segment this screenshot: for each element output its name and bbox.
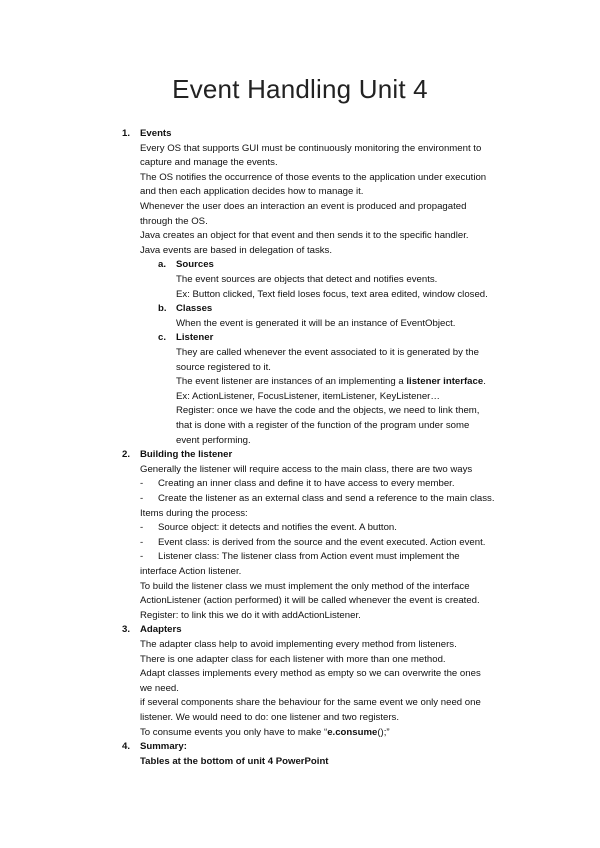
section-4-heading: Summary: [140, 741, 187, 753]
section-3-number: 3. [122, 624, 131, 636]
subsection-c-number: c. [158, 332, 167, 344]
bullet-dash: - [140, 536, 144, 548]
section-3-heading: Adapters [140, 624, 182, 636]
bullet-dash: - [140, 522, 144, 534]
subsection-b-number: b. [158, 303, 167, 315]
paragraph-line: To build the listener class we must implement the only method of the interface [140, 580, 470, 592]
bullet-dash: - [140, 551, 144, 563]
bullet-item: Creating an inner class and define it to have access to every member. [158, 478, 455, 490]
paragraph-line: Java events are based in delegation of tasks. [140, 244, 332, 256]
paragraph-line: The adapter class help to avoid implementing every method from listeners. [140, 639, 457, 650]
summary-line: Tables at the bottom of unit 4 PowerPoint [140, 755, 329, 767]
paragraph-line: capture and manage the events. [140, 157, 278, 169]
consume-text-pre: To consume events you only have to make “ [140, 726, 328, 738]
bullet-item: Create the listener as an external class and send a reference to the main class. [158, 493, 495, 504]
paragraph-line: There is one adapter class for each listener with more than one method. [140, 653, 446, 665]
paragraph-line: Register: once we have the code and the objects, we need to link them, [176, 405, 480, 417]
section-1-heading: Events [140, 128, 172, 139]
listener-interface-bold: listener interface [406, 376, 484, 388]
bullet-dash: - [140, 493, 144, 504]
section-4-number: 4. [122, 741, 131, 753]
section-1-number: 1. [122, 128, 131, 139]
paragraph-line: listener. We would need to do: one listener and two registers. [140, 712, 400, 723]
paragraph-line: Generally the listener will require access to the main class, there are two ways [140, 463, 473, 475]
bullet-dash: - [140, 478, 144, 490]
section-2-heading: Building the listener [140, 449, 233, 461]
paragraph-line: source registered to it. [176, 361, 271, 373]
paragraph-line: The event sources are objects that detect and notifies events. [176, 274, 438, 285]
bullet-item: Listener class: The listener class from Action event must implement the [158, 551, 460, 563]
paragraph-line: through the OS. [140, 215, 208, 227]
paragraph-line: Every OS that supports GUI must be continuously monitoring the environment to [140, 142, 482, 154]
listener-interface-text-pre: The event listener are instances of an implementing a [176, 376, 407, 388]
paragraph-line: we need. [140, 682, 179, 694]
paragraph-line: Ex: Button clicked, Text field loses focus, text area edited, window closed. [176, 288, 488, 300]
consume-text-post: ();” [377, 726, 390, 738]
paragraph-line [176, 375, 486, 390]
consume-code: e.consume [327, 726, 378, 738]
paragraph-line: and then each application decides how to manage it. [140, 186, 364, 198]
paragraph-line: Adapt classes implements every method as empty so we can overwrite the ones [140, 668, 481, 680]
page-title: Event Handling Unit 4 [172, 74, 428, 104]
paragraph-line: When the event is generated it will be an instance of EventObject. [176, 317, 456, 329]
paragraph-line [140, 726, 390, 741]
paragraph-line: Register: to link this we do it with addActionListener. [140, 609, 361, 621]
listener-interface-text-post: . [483, 376, 486, 388]
paragraph-line: Java creates an object for that event and then sends it to the specific handler. [140, 230, 469, 242]
subsection-a-number: a. [158, 259, 167, 271]
paragraph-line: that is done with a register of the function of the program under some [176, 420, 470, 431]
section-2-number: 2. [122, 449, 131, 461]
paragraph-line: ActionListener (action performed) it will be called whenever the event is created. [140, 595, 480, 607]
paragraph-line: The OS notifies the occurrence of those events to the application under execution [140, 171, 487, 183]
paragraph-line: Whenever the user does an interaction an event is produced and propagated [140, 201, 467, 212]
paragraph-line: Ex: ActionListener, FocusListener, itemListener, KeyListener… [176, 390, 440, 402]
paragraph-line: event performing. [176, 434, 251, 446]
subsection-c-heading: Listener [176, 332, 214, 344]
paragraph-line: interface Action listener. [140, 566, 242, 577]
paragraph-line: Items during the process: [140, 507, 248, 519]
paragraph-line: They are called whenever the event associated to it is generated by the [176, 347, 479, 358]
bullet-item: Event class: is derived from the source and the event executed. Action event. [158, 536, 486, 548]
subsection-b-heading: Classes [176, 303, 213, 315]
subsection-a-heading: Sources [176, 259, 214, 271]
bullet-item: Source object: it detects and notifies the event. A button. [158, 522, 397, 534]
paragraph-line: if several components share the behaviour for the same event we only need one [140, 697, 481, 709]
